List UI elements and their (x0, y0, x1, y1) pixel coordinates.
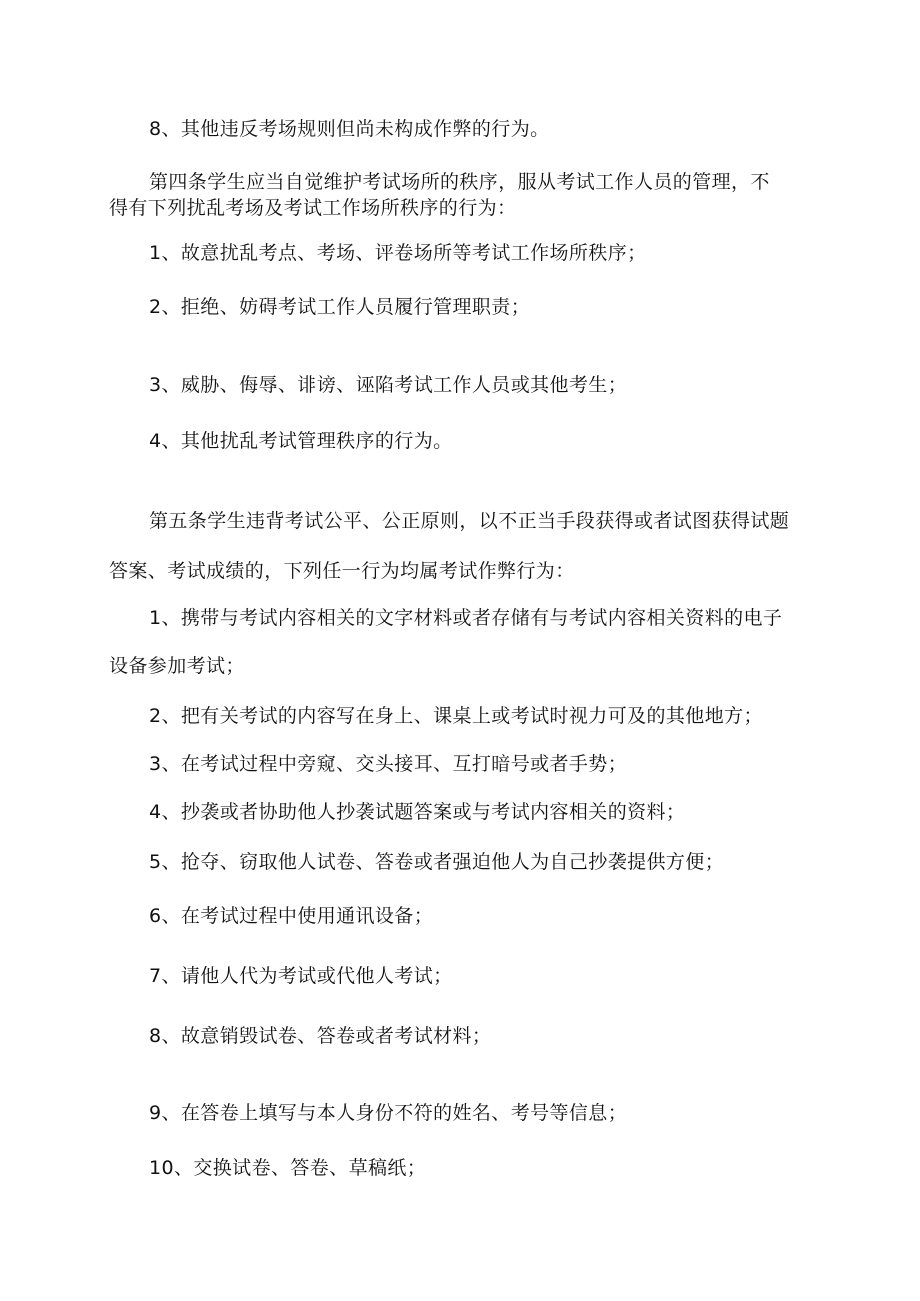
article-4-item-3: 3、威胁、侮辱、诽谤、诬陷考试工作人员或其他考生； (149, 374, 628, 396)
article-5-item-7: 7、请他人代为考试或代他人考试； (149, 965, 453, 987)
article-5-line-2: 答案、考试成绩的，下列任一行为均属考试作弊行为： (109, 560, 575, 582)
article-5-item-1-line-1: 1、携带与考试内容相关的文字材料或者存储有与考试内容相关资料的电子 (149, 607, 783, 629)
article-4-item-4: 4、其他扰乱考试管理秩序的行为。 (149, 430, 453, 452)
article-5-line-1: 第五条学生违背考试公平、公正原则，以不正当手段获得或者试图获得试题 (149, 510, 790, 532)
article-5-item-6: 6、在考试过程中使用通讯设备； (149, 905, 434, 927)
article-5-item-3: 3、在考试过程中旁窥、交头接耳、互打暗号或者手势； (149, 753, 628, 775)
article-4-line-1: 第四条学生应当自觉维护考试场所的秩序，服从考试工作人员的管理，不 (149, 171, 770, 193)
article-5-item-8: 8、故意销毁试卷、答卷或者考试材料； (149, 1025, 492, 1047)
article-4-line-2: 得有下列扰乱考场及考试工作场所秩序的行为： (109, 197, 517, 219)
item-8-other-violations: 8、其他违反考场规则但尚未构成作弊的行为。 (149, 118, 550, 140)
article-4-item-1: 1、故意扰乱考点、考场、评卷场所等考试工作场所秩序； (149, 242, 647, 264)
article-5-item-1-line-2: 设备参加考试； (109, 655, 245, 677)
article-5-item-4: 4、抄袭或者协助他人抄袭试题答案或与考试内容相关的资料； (149, 801, 686, 823)
article-4-item-2: 2、拒绝、妨碍考试工作人员履行管理职责； (149, 296, 531, 318)
article-5-item-5: 5、抢夺、窃取他人试卷、答卷或者强迫他人为自己抄袭提供方便； (149, 851, 725, 873)
article-5-item-2: 2、把有关考试的内容写在身上、课桌上或考试时视力可及的其他地方； (149, 705, 763, 727)
article-5-item-9: 9、在答卷上填写与本人身份不符的姓名、考号等信息； (149, 1102, 628, 1124)
article-5-item-10: 10、交换试卷、答卷、草稿纸； (149, 1157, 427, 1179)
